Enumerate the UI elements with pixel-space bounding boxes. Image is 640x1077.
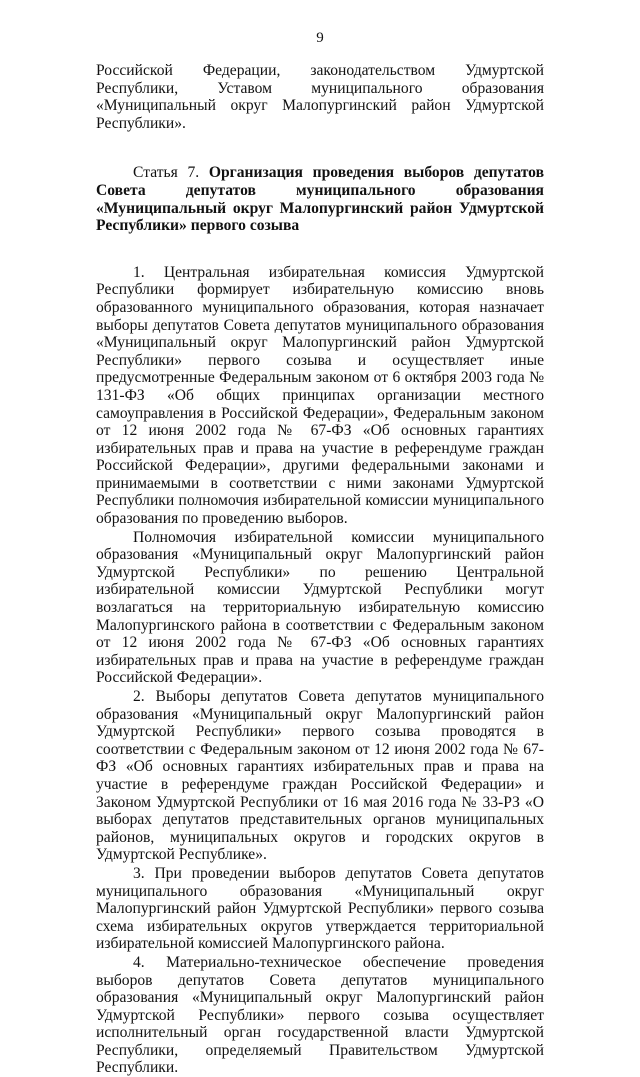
- document-body: [96, 62, 544, 1077]
- intro-paragraph: Российской Федерации, законодательством Удмуртской Республики, Уставом муниципального образования «Муниципальный округ Малопургинский район Удмуртской Республики».: [96, 62, 544, 132]
- paragraph-4: 4. Материально-техническое обеспечение проведения выборов депутатов Совета депутатов муниципального образования «Муниципальный округ Малопургинский район Удмуртской Республики» первого созыва осуществляет исполнительный орган государственной власти Удмуртской Республики, определяемый Правительством Удмуртской Республики.: [96, 953, 544, 1077]
- article-heading: [96, 164, 544, 234]
- paragraph-3: 3. При проведении выборов депутатов Совета депутатов муниципального образования «Муниципальный округ Малопургинский район Удмуртской Республики» первого созыва схема избирательных округов утверждается территориальной избирательной комиссией Малопургинского района.: [96, 864, 544, 953]
- paragraph-1: 1. Центральная избирательная комиссия Удмуртской Республики формирует избирательную комиссию вновь образованного муниципального образования, которая назначает выборы депутатов Совета депутатов муниципального образования «Муниципальный округ Малопургинский район Удмуртской Республики» первого созыва и осуществляет иные предусмотренные Федеральным законом от 6 октября 2003 года № 131-ФЗ «Об общих принципах организации местного самоуправления в Российской Федерации», Федеральным законом от 12 июня 2002 года № 67-ФЗ «Об основных гарантиях избирательных прав и права на участие в референдуме граждан Российской Федерации», другими федеральными законами и принимаемыми в соответствии с ними законами Удмуртской Республики полномочия избирательной комиссии муниципального образования по проведению выборов.: [96, 263, 544, 528]
- paragraph-2: 2. Выборы депутатов Совета депутатов муниципального образования «Муниципальный округ Малопургинский район Удмуртской Республики» первого созыва проводятся в соответствии с Федеральным законом от 12 июня 2002 года № 67-ФЗ «Об основных гарантиях избирательных прав и права на участие в референдуме граждан Российской Федерации» и Законом Удмуртской Республики от 16 мая 2016 года № 33-РЗ «О выборах депутатов представительных органов муниципальных районов, муниципальных округов и городских округов в Удмуртской Республике».: [96, 688, 544, 864]
- page-number: 9: [316, 30, 324, 46]
- paragraph-1-continuation: Полномочия избирательной комиссии муниципального образования «Муниципальный округ Малопургинский район Удмуртской Республики» по решению Центральной избирательной комиссии Удмуртской Республики могут возлагаться на территориальную избирательную комиссию Малопургинского района в соответствии с Федеральным законом от 12 июня 2002 года № 67-ФЗ «Об основных гарантиях избирательных прав и права на участие в референдуме граждан Российской Федерации».: [96, 528, 544, 687]
- article-title: Организация проведения выборов депутатов Совета депутатов муниципального образования «Муниципальный округ Малопургинский район Удмуртской Республики» первого созыва: [96, 164, 544, 235]
- article-label: Статья 7.: [133, 164, 200, 182]
